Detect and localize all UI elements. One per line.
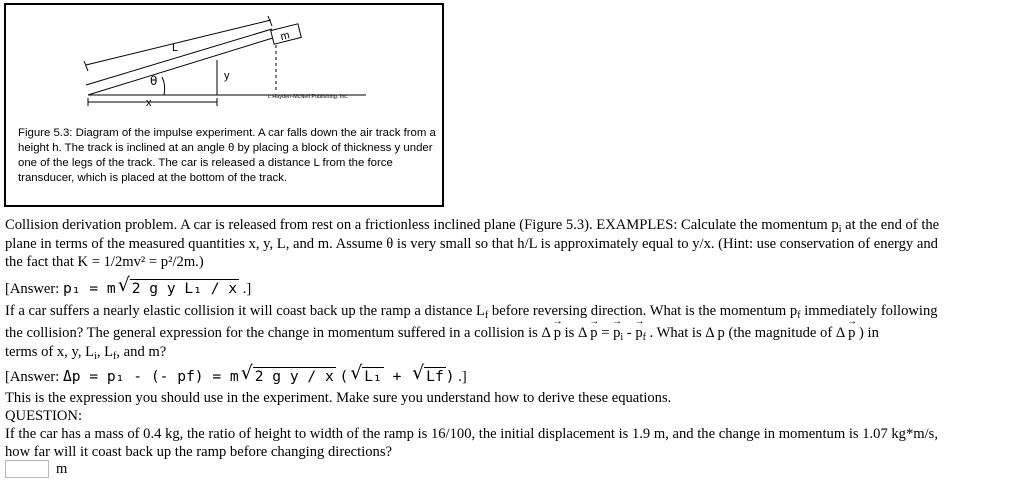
- y-label: y: [224, 70, 230, 82]
- theta-label: θ: [150, 74, 158, 88]
- incline-diagram: [6, 5, 442, 123]
- track-line: [88, 37, 276, 95]
- copyright-text: c Hayden-McNeil Publishing, Inc.: [268, 94, 349, 100]
- car-label: m: [279, 29, 292, 44]
- question-line-1: If the car has a mass of 0.4 kg, the ratio of height to width of the ramp is 16/100, the initial displacement is 1.9 m, and the change in momentum is 1.07 kg*m/s,: [5, 426, 939, 442]
- unit-label: m: [56, 461, 68, 477]
- L-dimension-line: [86, 20, 271, 65]
- answer-1: [Answer: p₁ = m√ 2 g y L₁ / x .]: [5, 280, 251, 298]
- answer-2: [Answer: Δp = p₁ - (- pf) = m√ 2 g y / x (√ L₁ + √ Lf ) .]: [5, 368, 467, 386]
- caption-title: Figure 5.3:: [18, 127, 73, 139]
- collision-line-2: the collision? The general expression for the change in momentum suffered in a collision is Δ p → is Δ p → = $p \to_i - p \to_f$ . What is Δ p (the magnitude of Δ p → ) in: [5, 324, 879, 347]
- problem-line-1: Collision derivation problem. A car is released from rest on a frictionless inclined plane (Figure 5.3). EXAMPLES: Calculate the momentum $p_i$ at the end of the: [5, 217, 940, 235]
- figure-box: [4, 3, 444, 207]
- instruction-text: This is the expression you should use in the experiment. Make sure you understand how to derive these equations.: [5, 390, 672, 406]
- problem-line-3: the fact that K = 1/2mv² = p²/2m.): [5, 254, 204, 270]
- track-line-top: [86, 29, 272, 85]
- collision-line-1: If a car suffers a nearly elastic collision it will coast back up the ramp a distance $L_f$ before reversing direction. What is the momentum $p_f$ immediately following: [5, 303, 938, 321]
- L-label: L: [172, 42, 179, 54]
- answer-input[interactable]: [5, 460, 49, 478]
- theta-arc: [162, 77, 165, 95]
- caption-text: Diagram of the impulse experiment. A car falls down the air track from a height h. The track is inclined at an angle θ by placing a block of thickness y under one of the legs of the track. The car is released a distance L from the force transducer, which is placed at the bottom of the track.: [18, 127, 436, 184]
- figure-caption: [18, 126, 438, 186]
- question-line-2: how far will it coast back up the ramp before changing directions?: [5, 444, 393, 460]
- collision-line-3: terms of x, y, $L_i$, $L_f$, and m?: [5, 344, 167, 362]
- x-label: x: [146, 97, 152, 109]
- problem-line-2: plane in terms of the measured quantities x, y, L, and m. Assume θ is very small so that h/L is approximately equal to y/x. (Hint: use conservation of energy and: [5, 236, 938, 252]
- question-label: QUESTION:: [5, 408, 83, 424]
